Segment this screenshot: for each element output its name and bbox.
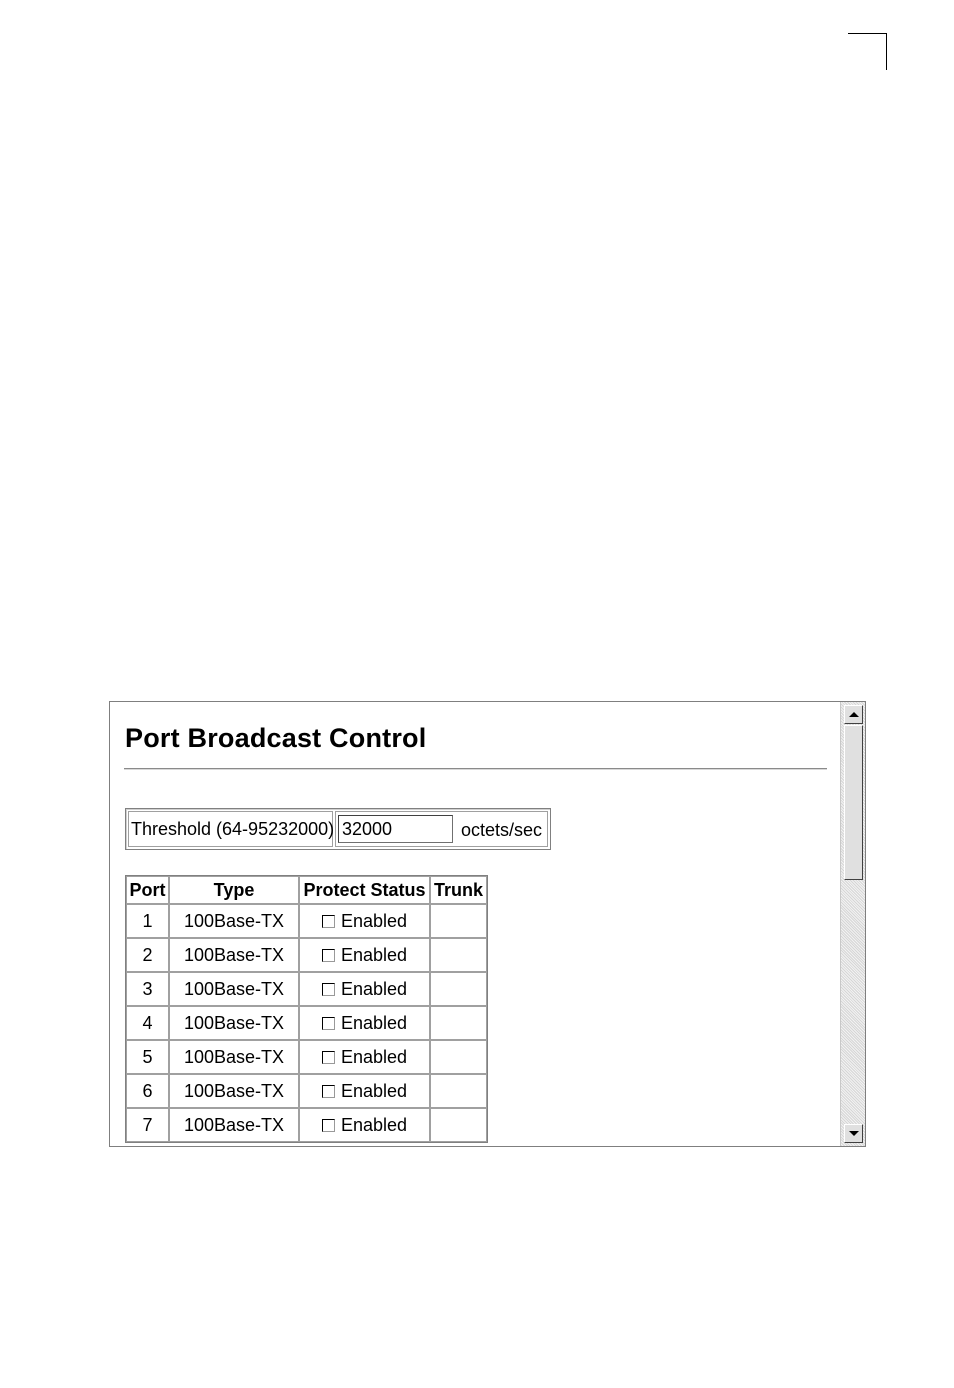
trunk-cell [430,938,487,972]
trunk-cell [430,1108,487,1142]
enabled-checkbox[interactable] [322,1051,335,1064]
trunk-cell [430,1006,487,1040]
enabled-checkbox[interactable] [322,983,335,996]
protect-status-cell [299,1040,430,1074]
protect-status-cell [299,938,430,972]
table-row [126,938,487,972]
port-cell: 7 [126,1108,169,1142]
arrow-down-icon [849,1131,859,1136]
port-table [125,875,488,1143]
enabled-checkbox[interactable] [322,915,335,928]
protect-status-cell [299,904,430,938]
scroll-up-button[interactable] [844,705,863,724]
page-content [110,702,840,1146]
threshold-input-cell [335,811,548,847]
protect-status-cell [299,972,430,1006]
enabled-checkbox[interactable] [322,1085,335,1098]
port-cell: 1 [126,904,169,938]
type-cell: 100Base-TX [169,1108,299,1142]
enabled-label: Enabled [340,1012,408,1033]
trunk-cell [430,972,487,1006]
trunk-cell [430,1040,487,1074]
column-header-trunk: Trunk [430,876,487,904]
table-row [126,1074,487,1108]
type-cell: 100Base-TX [169,904,299,938]
enabled-checkbox[interactable] [322,1119,335,1132]
crop-mark [848,33,887,34]
port-cell: 3 [126,972,169,1006]
table-header-row [126,876,487,904]
page-title: Port Broadcast Control [125,723,427,753]
protect-status-cell [299,1006,430,1040]
crop-mark [886,33,887,70]
trunk-cell [430,904,487,938]
port-cell: 6 [126,1074,169,1108]
title-divider [124,768,827,770]
enabled-label: Enabled [340,978,408,999]
vertical-scrollbar[interactable] [840,702,865,1146]
port-cell: 5 [126,1040,169,1074]
enabled-label: Enabled [340,1114,408,1135]
browser-frame [109,701,866,1147]
port-cell: 4 [126,1006,169,1040]
table-row [126,1006,487,1040]
scroll-down-button[interactable] [844,1124,863,1143]
threshold-table [125,808,551,850]
protect-status-cell [299,1074,430,1108]
column-header-protect-status: Protect Status [299,876,430,904]
port-cell: 2 [126,938,169,972]
enabled-label: Enabled [340,1080,408,1101]
table-row [126,1040,487,1074]
threshold-unit: octets/sec [461,820,543,840]
trunk-cell [430,1074,487,1108]
column-header-type: Type [169,876,299,904]
enabled-checkbox[interactable] [322,949,335,962]
table-row [126,904,487,938]
enabled-label: Enabled [340,910,408,931]
arrow-up-icon [849,712,859,717]
threshold-input[interactable] [338,815,453,843]
column-header-port: Port [126,876,169,904]
type-cell: 100Base-TX [169,1074,299,1108]
protect-status-cell [299,1108,430,1142]
type-cell: 100Base-TX [169,1006,299,1040]
enabled-label: Enabled [340,944,408,965]
threshold-label: Threshold (64-95232000) [128,811,333,847]
scrollbar-thumb[interactable] [844,725,863,880]
table-row [126,972,487,1006]
type-cell: 100Base-TX [169,972,299,1006]
table-row [126,1108,487,1142]
enabled-label: Enabled [340,1046,408,1067]
type-cell: 100Base-TX [169,938,299,972]
enabled-checkbox[interactable] [322,1017,335,1030]
type-cell: 100Base-TX [169,1040,299,1074]
